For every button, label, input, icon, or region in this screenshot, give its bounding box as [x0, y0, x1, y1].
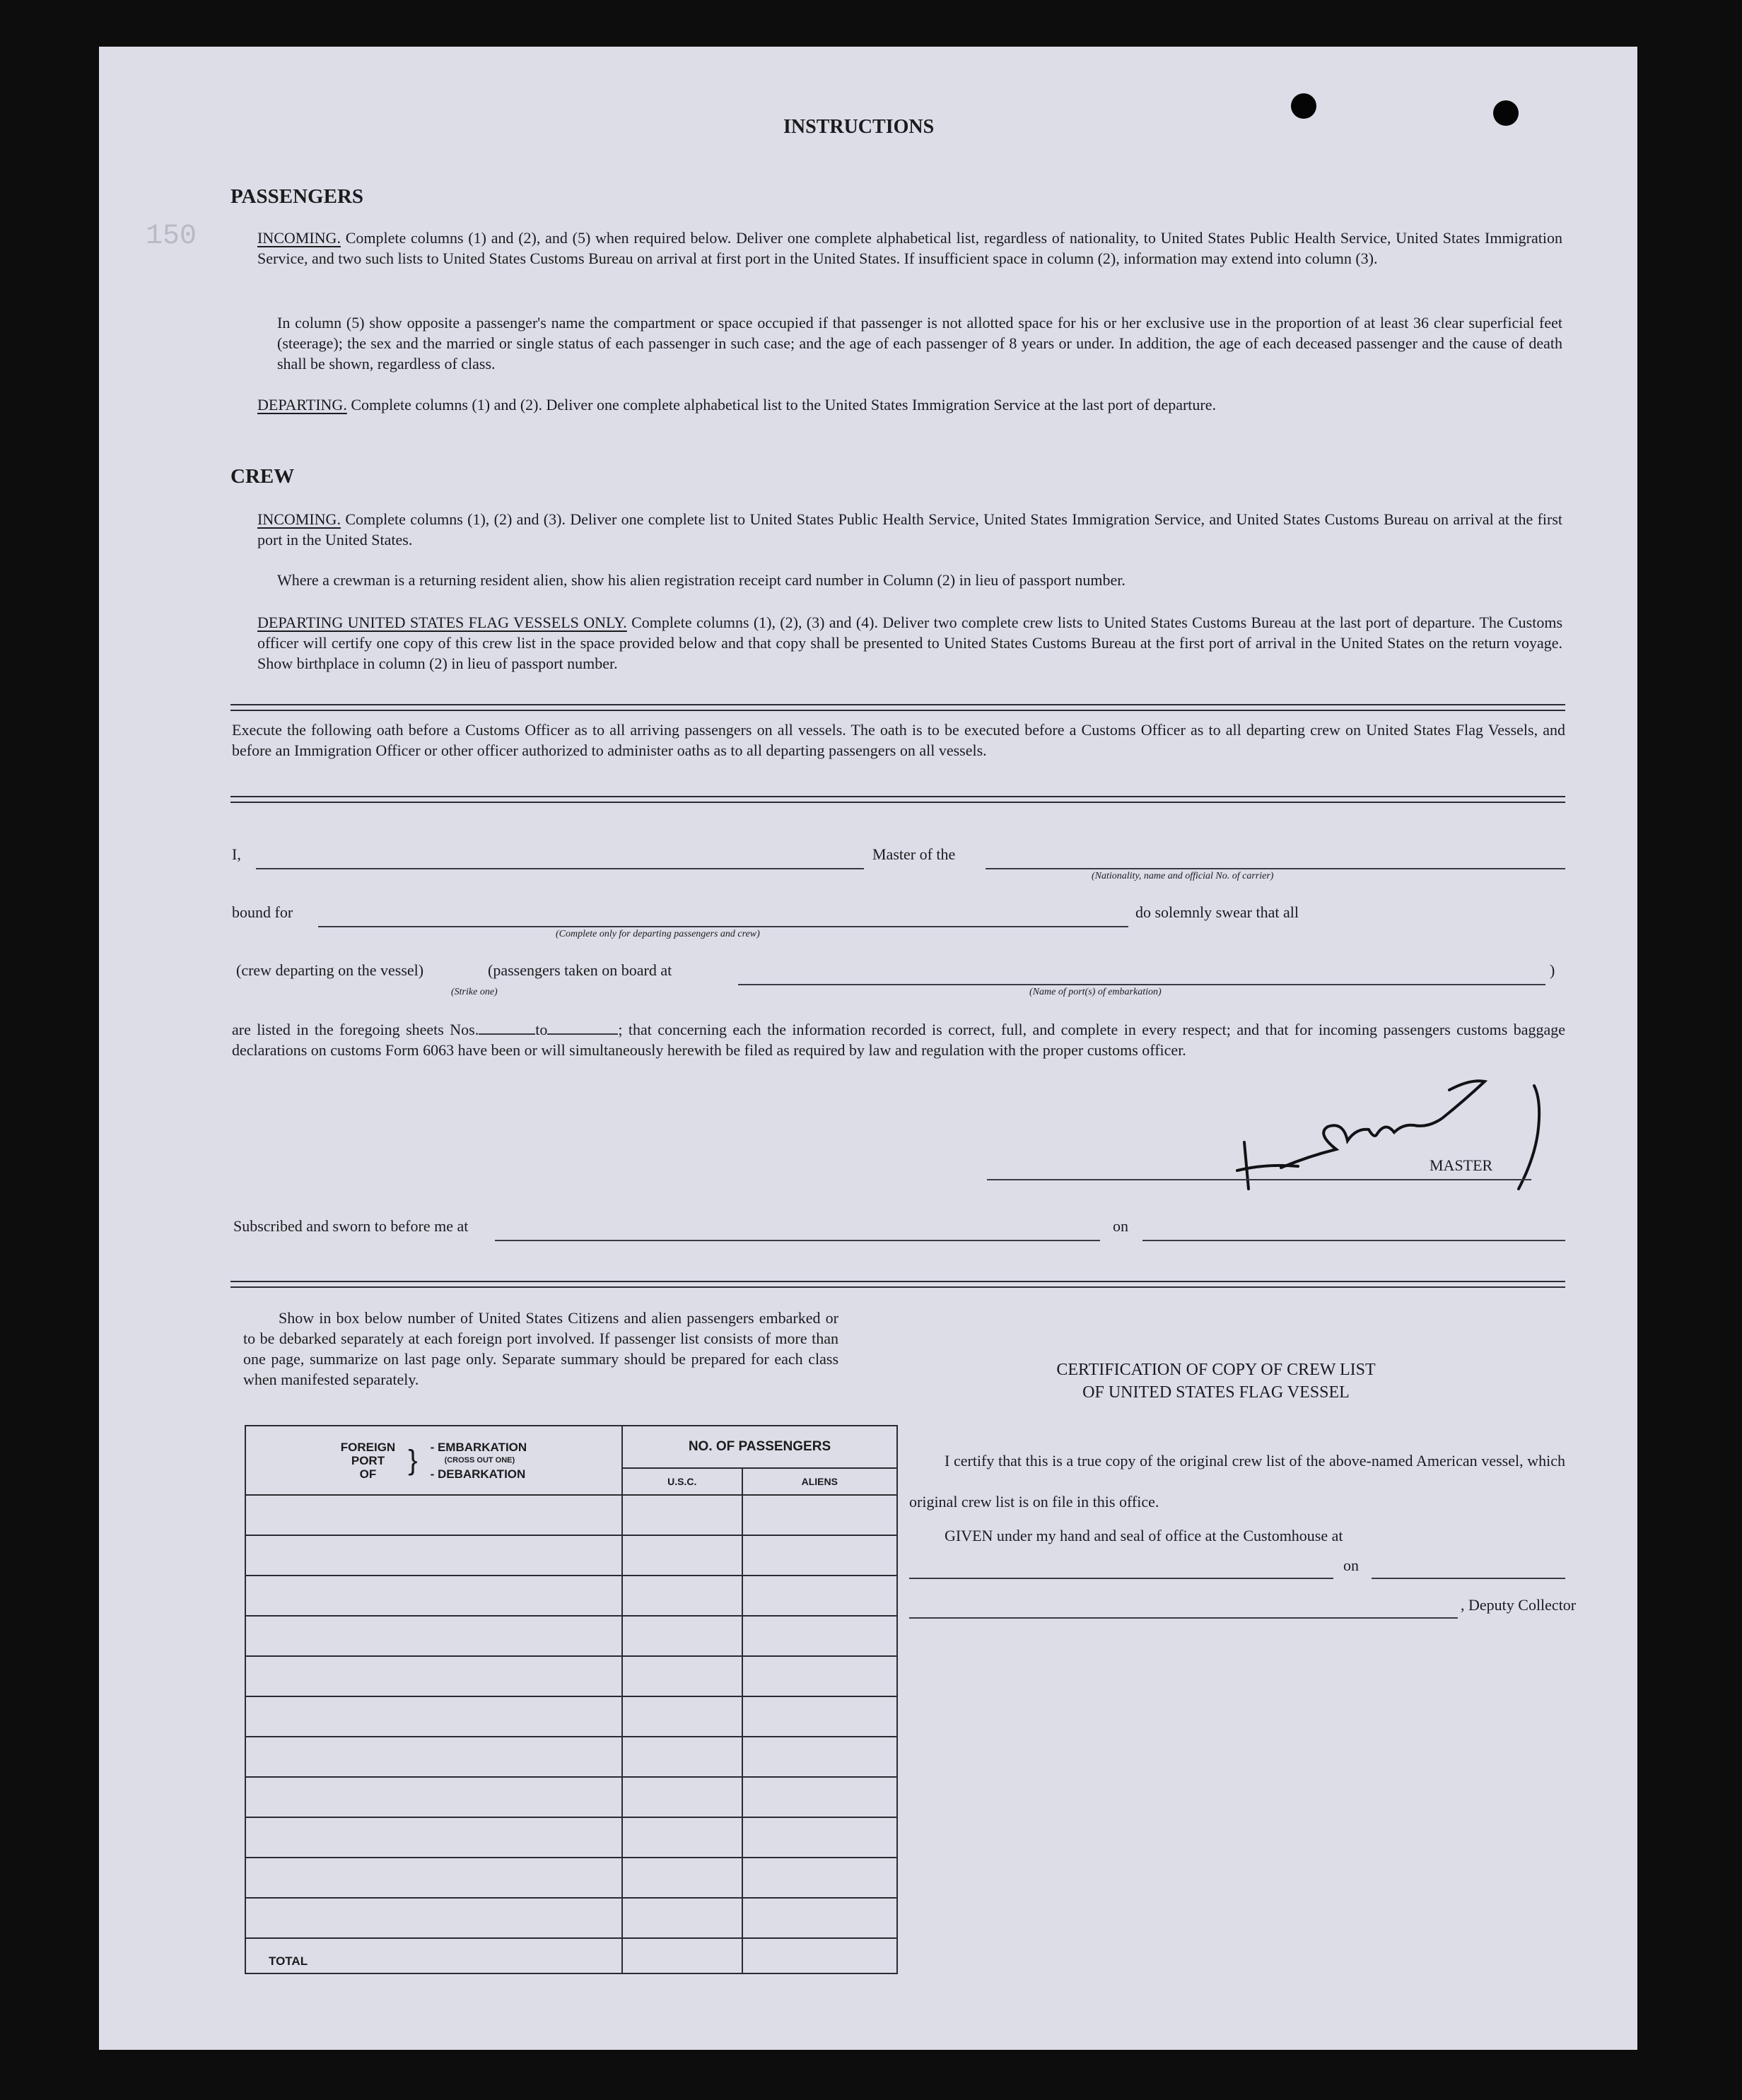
- passengers-heading: PASSENGERS: [230, 185, 364, 208]
- master-name-line[interactable]: [256, 868, 864, 869]
- oath-crew-departing[interactable]: (crew departing on the vessel): [236, 961, 424, 979]
- divider-double-1: [230, 704, 1565, 711]
- summary-usc-cell[interactable]: [622, 1737, 742, 1777]
- crew-heading: CREW: [230, 465, 295, 488]
- oath-listed-a: are listed in the foregoing sheets Nos.: [232, 1021, 479, 1038]
- sheet-from-blank[interactable]: [479, 1021, 535, 1035]
- summary-port-cell[interactable]: [245, 1817, 622, 1858]
- summary-aliens-cell[interactable]: [742, 1777, 897, 1817]
- cross-out-note: (CROSS OUT ONE): [444, 1455, 515, 1465]
- oath-solemnly: do solemnly swear that all: [1135, 903, 1299, 921]
- certification-title: [997, 1359, 1435, 1404]
- summary-aliens-cell[interactable]: [742, 1656, 897, 1696]
- summary-port-cell[interactable]: [245, 1495, 622, 1535]
- crew-departing-paragraph: [257, 612, 1562, 674]
- ports-line[interactable]: [738, 984, 1545, 985]
- summary-port-cell[interactable]: [245, 1535, 622, 1576]
- ports-close-paren: ): [1550, 961, 1555, 979]
- summary-aliens-cell[interactable]: [742, 1858, 897, 1898]
- port-header-cell: [245, 1426, 622, 1495]
- passengers-departing-paragraph: [257, 394, 1562, 415]
- summary-instructions: Show in box below number of United States Citizens and alien passengers embarked or to be debarked separately at each foreign port involved. If passenger list consists of more than one page, summarize on last page only. Separate summary should be prepared for each class when manifested separately.: [243, 1309, 838, 1388]
- summary-usc-cell[interactable]: [622, 1535, 742, 1576]
- master-label: MASTER: [1430, 1156, 1493, 1174]
- summary-row: [245, 1696, 897, 1737]
- summary-port-cell[interactable]: [245, 1777, 622, 1817]
- punch-hole-right: [1493, 100, 1519, 126]
- certification-text: I certify that this is a true copy of the original crew list of the above-named American vessel, which original crew list is on file in this office.: [909, 1452, 1565, 1511]
- passengers-departing-text: Complete columns (1) and (2). Deliver one complete alphabetical list to the United States Immigration Service at the last port of departure.: [351, 396, 1217, 413]
- oath-bound-for: bound for: [232, 903, 293, 921]
- summary-row: [245, 1777, 897, 1817]
- complete-only-caption: (Complete only for departing passengers and crew): [556, 929, 760, 939]
- sheet-to-blank[interactable]: [547, 1021, 618, 1035]
- summary-usc-cell[interactable]: [622, 1898, 742, 1938]
- punch-hole-left: [1291, 93, 1316, 119]
- summary-port-cell[interactable]: [245, 1858, 622, 1898]
- summary-usc-cell[interactable]: [622, 1817, 742, 1858]
- summary-usc-cell[interactable]: [622, 1576, 742, 1616]
- deputy-collector-line[interactable]: [909, 1617, 1458, 1619]
- summary-port-cell[interactable]: [245, 1616, 622, 1656]
- crew-incoming-text: Complete columns (1), (2) and (3). Deliver one complete list to United States Public Health Service, United States Immigration Service, and United States Customs Bureau on arrival at the first port in the United States.: [257, 510, 1563, 549]
- summary-aliens-cell[interactable]: [742, 1737, 897, 1777]
- of-label: OF: [359, 1467, 377, 1481]
- customhouse-line[interactable]: [909, 1578, 1333, 1579]
- crew-departing-text: Complete columns (1), (2), (3) and (4). Deliver two complete crew lists to United States Customs Bureau at the last port of departure. The Customs officer will certify one copy of this crew list in the space provided below and that copy shall be presented to United States Customs Bureau at the first port of arrival in the United States on the return voyage. Show birthplace in column (2) in lieu of passport number.: [257, 614, 1563, 672]
- brace-icon: }: [408, 1445, 418, 1476]
- oath-master-of: Master of the: [872, 845, 956, 863]
- crew-incoming-label: INCOMING.: [257, 510, 341, 528]
- certification-on: on: [1343, 1556, 1359, 1574]
- passengers-incoming-text: Complete columns (1) and (2), and (5) when required below. Deliver one complete alphabetical list, regardless of nationality, to United States Public Health Service, United States Immigration Service, and two such lists to United States Customs Bureau on arrival at first port in the United States. If insufficient space in column (2), information may extend into column (3).: [257, 229, 1563, 267]
- carrier-line[interactable]: [986, 868, 1565, 869]
- summary-row: [245, 1495, 897, 1535]
- oath-intro: Execute the following oath before a Customs Officer as to all arriving passengers on all vessels. The oath is to be executed before a Customs Officer as to all departing crew on United States Flag Vessels, and before an Immigration Officer or other officer authorized to administer oaths as to all departing passengers on all vessels.: [232, 721, 1565, 759]
- summary-usc-cell[interactable]: [622, 1616, 742, 1656]
- embarkation-option[interactable]: - EMBARKATION: [430, 1440, 527, 1454]
- summary-usc-cell[interactable]: [622, 1696, 742, 1737]
- summary-port-cell[interactable]: [245, 1737, 622, 1777]
- oath-listed-to: to: [535, 1021, 548, 1038]
- aliens-header: ALIENS: [742, 1468, 897, 1495]
- subscribed-date-line[interactable]: [1142, 1240, 1565, 1241]
- summary-port-cell[interactable]: [245, 1696, 622, 1737]
- document-page: [99, 47, 1637, 2050]
- summary-row: [245, 1576, 897, 1616]
- summary-port-cell[interactable]: [245, 1898, 622, 1938]
- usc-header: U.S.C.: [622, 1468, 742, 1495]
- total-usc-cell[interactable]: [622, 1938, 742, 1973]
- summary-aliens-cell[interactable]: [742, 1817, 897, 1858]
- summary-row: [245, 1535, 897, 1576]
- summary-row: [245, 1656, 897, 1696]
- foreign-label: FOREIGN: [340, 1440, 396, 1454]
- divider-double-3: [230, 1281, 1565, 1288]
- passenger-summary-table: [245, 1425, 898, 1974]
- master-signature-line[interactable]: [987, 1179, 1531, 1180]
- passengers-incoming-paragraph: [257, 228, 1562, 269]
- summary-row: [245, 1898, 897, 1938]
- deputy-collector-label: , Deputy Collector: [1461, 1596, 1577, 1614]
- divider-double-2: [230, 796, 1565, 803]
- oath-listed-b: ; that concerning each the information recorded is correct, full, and complete in every respect; and that for incoming passengers customs baggage declarations on customs Form 6063 have been or will simultaneously herewith be filed as required by law and regulation with the proper customs officer.: [232, 1021, 1565, 1059]
- passengers-departing-label: DEPARTING.: [257, 396, 347, 413]
- summary-row: [245, 1737, 897, 1777]
- total-aliens-cell[interactable]: [742, 1938, 897, 1973]
- summary-aliens-cell[interactable]: [742, 1576, 897, 1616]
- oath-i-label: I,: [232, 845, 241, 863]
- certification-title-line2: OF UNITED STATES FLAG VESSEL: [1082, 1383, 1350, 1402]
- crew-crewman-paragraph: Where a crewman is a returning resident alien, show his alien registration receipt card number in Column (2) in lieu of passport number.: [277, 571, 1126, 589]
- certification-given: GIVEN under my hand and seal of office at the Customhouse at: [945, 1527, 1343, 1544]
- crew-departing-label: DEPARTING UNITED STATES FLAG VESSELS ONLY.: [257, 614, 627, 631]
- oath-subscribed: Subscribed and sworn to before me at: [233, 1217, 469, 1235]
- summary-aliens-cell[interactable]: [742, 1535, 897, 1576]
- summary-row: [245, 1817, 897, 1858]
- passengers-column5-paragraph: In column (5) show opposite a passenger's name the compartment or space occupied if that passenger is not allotted space for his or her exclusive use in the proportion of at least 36 clear superficial feet (steerage); the sex and the married or single status of each passenger in such case; and the age of each passenger of 8 years or under. In addition, the age of each deceased passenger and the cause of death shall be shown, regardless of class.: [277, 314, 1562, 373]
- bound-for-line[interactable]: [318, 926, 1128, 927]
- summary-aliens-cell[interactable]: [742, 1616, 897, 1656]
- summary-aliens-cell[interactable]: [742, 1696, 897, 1737]
- subscribed-on: on: [1113, 1217, 1128, 1235]
- crew-incoming-paragraph: [257, 509, 1562, 550]
- summary-usc-cell[interactable]: [622, 1656, 742, 1696]
- subscribed-place-line[interactable]: [495, 1240, 1100, 1241]
- summary-row: [245, 1616, 897, 1656]
- summary-port-cell[interactable]: [245, 1576, 622, 1616]
- summary-aliens-cell[interactable]: [742, 1495, 897, 1535]
- margin-page-number: 150: [146, 221, 197, 252]
- oath-passengers-taken[interactable]: (passengers taken on board at: [488, 961, 672, 979]
- port-label: PORT: [351, 1453, 385, 1467]
- debarkation-option[interactable]: - DEBARKATION: [430, 1467, 526, 1481]
- summary-body: [245, 1495, 897, 1938]
- master-signature: [1131, 1050, 1584, 1234]
- summary-row: [245, 1858, 897, 1898]
- summary-usc-cell[interactable]: [622, 1777, 742, 1817]
- summary-usc-cell[interactable]: [622, 1495, 742, 1535]
- ports-caption: (Name of port(s) of embarkation): [1029, 987, 1162, 997]
- instructions-title: INSTRUCTIONS: [783, 116, 935, 138]
- summary-port-cell[interactable]: [245, 1656, 622, 1696]
- certification-title-line1: CERTIFICATION OF COPY OF CREW LIST: [1056, 1361, 1376, 1379]
- nationality-caption: (Nationality, name and official No. of carrier): [1092, 871, 1274, 881]
- summary-aliens-cell[interactable]: [742, 1898, 897, 1938]
- summary-usc-cell[interactable]: [622, 1858, 742, 1898]
- certification-date-line[interactable]: [1372, 1578, 1565, 1579]
- strike-one-caption: (Strike one): [451, 987, 498, 997]
- total-label: TOTAL: [245, 1938, 622, 1973]
- passengers-incoming-label: INCOMING.: [257, 229, 341, 247]
- no-of-passengers-header: NO. OF PASSENGERS: [622, 1426, 897, 1468]
